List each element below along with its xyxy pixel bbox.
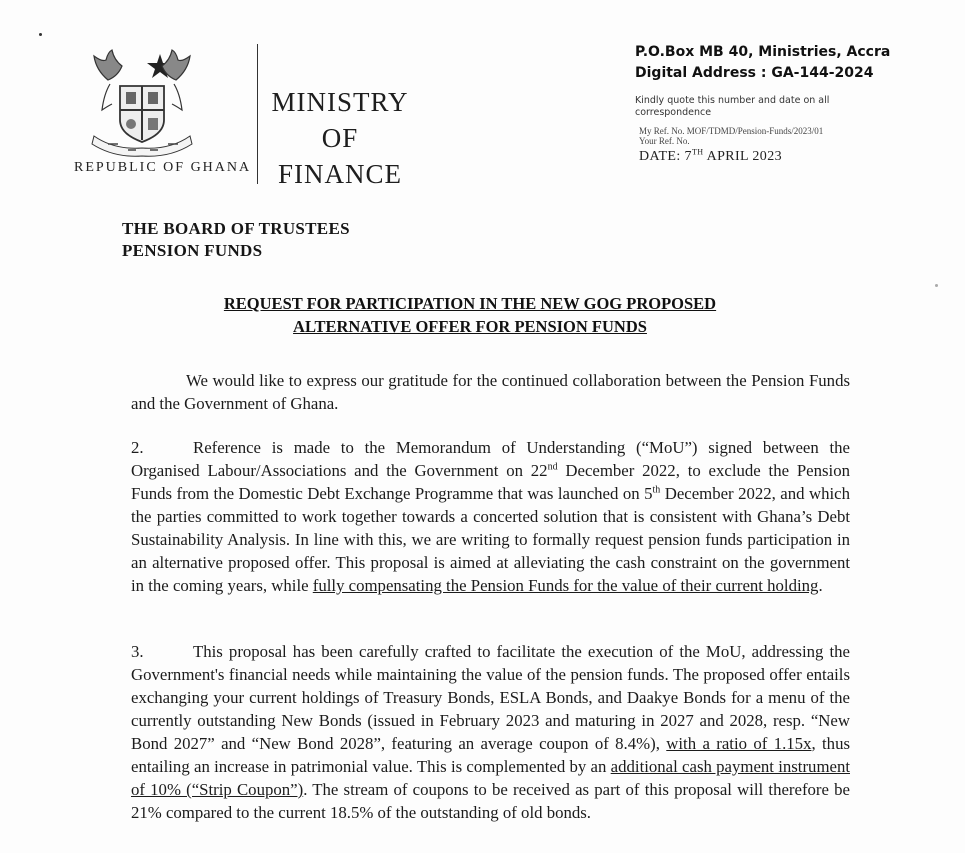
underlined-text: additional cash payment instrument of 10% (“Strip Coupon”) [131, 757, 850, 799]
addressee-line: PENSION FUNDS [122, 241, 263, 260]
addressee-block [122, 218, 350, 262]
ministry-line: MINISTRY [271, 87, 409, 117]
digital-address: Digital Address : GA-144-2024 [635, 65, 874, 81]
subject-line: REQUEST FOR PARTICIPATION IN THE NEW GOG PROPOSED [223, 294, 717, 313]
scan-speck [39, 33, 42, 36]
postal-address: P.O.Box MB 40, Ministries, Accra [635, 44, 891, 60]
coat-of-arms-icon [88, 40, 196, 158]
scan-speck [935, 284, 938, 287]
underlined-text: fully compensating the Pension Funds for the value of their current holding [312, 576, 819, 595]
republic-of-ghana-label: REPUBLIC OF GHANA [74, 160, 252, 175]
paragraph-1: We would like to express our gratitude for the continued collaboration between the Pension Funds and the Government of Ghana. [131, 371, 850, 413]
letterhead-contact-block [635, 42, 955, 165]
paragraph-number: 2. [131, 438, 144, 457]
subject-heading [150, 292, 790, 338]
paragraph-number: 3. [131, 642, 144, 661]
letter-date: DATE: 7TH APRIL 2023 [639, 147, 782, 164]
ministry-line: OF [321, 123, 359, 153]
my-ref: My Ref. No. MOF/TDMD/Pension-Funds/2023/01 [639, 126, 824, 136]
underlined-text: with a ratio of 1.15x [666, 734, 812, 753]
paragraph-2: 2. Reference is made to the Memorandum of Understanding (“MoU”) signed between the Organised Labour/Associations and the Government on 22nd December 2022, to exclude the Pension Funds from the Domestic Debt Exchange Programme that was launched on 5th December 2022, and which the parties committed to work together towards a concerted solution that is consistent with Ghana’s Debt Sustainability Analysis. In line with this, we are writing to formally request pension funds participation in an alternative proposed offer. This proposal is aimed at alleviating the cash constraint on the government in the coming years, while fully compensating the Pension Funds for the value of their current holding. [131, 438, 850, 595]
paragraph-3: 3. This proposal has been carefully crafted to facilitate the execution of the MoU, addressing the Government's financial needs while maintaining the value of the pension funds. The proposed offer entails exchanging your current holdings of Treasury Bonds, ESLA Bonds, and Daakye Bonds for a menu of the currently outstanding New Bonds (issued in February 2023 and maturing in 2027 and 2028, resp. “New Bond 2027” and “New Bond 2028”, featuring an average coupon of 8.4%), with a ratio of 1.15x, thus entailing an increase in patrimonial value. This is complemented by an additional cash payment instrument of 10% (“Strip Coupon”). The stream of coupons to be received as part of this proposal will therefore be 21% compared to the current 18.5% of the outstanding of old bonds. [131, 642, 851, 822]
quote-note: Kindly quote this number and date on all correspondence [635, 95, 830, 118]
ministry-name [263, 84, 417, 192]
addressee-line: THE BOARD OF TRUSTEES [122, 219, 350, 238]
letterhead-divider [257, 44, 258, 184]
ministry-line: FINANCE [277, 159, 402, 189]
subject-line: ALTERNATIVE OFFER FOR PENSION FUNDS [293, 317, 647, 336]
your-ref: Your Ref. No. [639, 136, 690, 146]
reference-numbers [639, 126, 955, 146]
